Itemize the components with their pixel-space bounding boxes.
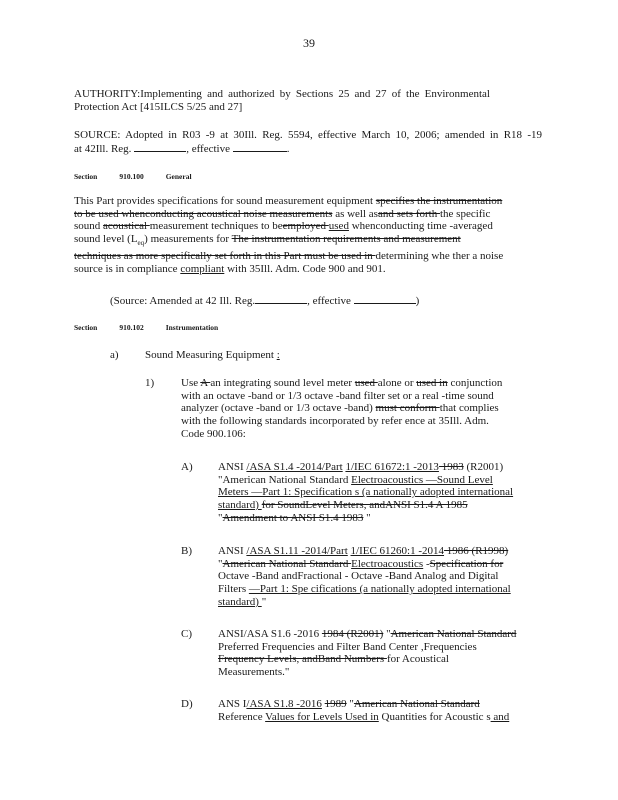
inserted-text: compliant <box>180 262 225 275</box>
page-number: 39 <box>303 36 315 50</box>
deleted-text: Amendment to ANSI S1.4 1983 <box>222 511 364 524</box>
deleted-text: American National Standard <box>222 557 352 570</box>
source-note-cont: at 42Ill. Reg. , effective . <box>74 143 290 155</box>
deleted-text: Frequency Levels, andBand Numbers <box>218 653 387 666</box>
inserted-text: /ASA S1.11 -2014/Part <box>246 545 348 557</box>
deleted-text: for SoundLevel Meters, andANSI S1.4 A 1985 <box>261 499 468 512</box>
deleted-text: specifies the instrumentation <box>375 195 503 207</box>
inserted-text: /ASA S1.8 -2016 <box>246 698 322 710</box>
std-d-label: D) <box>181 698 193 710</box>
item-a-label: a) <box>110 349 119 361</box>
std-c-text: ANSI/ASA S1.6 -2016 1984 (R2001) "American National Standard Preferred Frequencies and Filter Band Center ,Frequencies Frequency Levels, andBand Numbers for Acoustical Measurements." <box>218 628 517 679</box>
deleted-text: Specification for <box>429 557 504 570</box>
inserted-text: Electroacoustics —Sound Level <box>351 473 493 486</box>
inserted-text: Meters —Part 1: Specification s (a nationally adopted international <box>218 486 514 499</box>
section-heading-910-102: Section 910.102 Instrumentation <box>74 323 219 332</box>
deleted-text: American National Standard <box>390 628 517 640</box>
authority-note: AUTHORITY:Implementing and authorized by Sections 25 and 27 of the Environmental <box>74 88 490 100</box>
inserted-text: 1/IEC 61672:1 -2013 <box>345 461 439 473</box>
blank-field <box>354 294 416 304</box>
std-a-text: ANSI /ASA S1.4 -2014/Part 1/IEC 61672:1 -2013 1983 (R2001) "American National Standard Electroacoustics —Sound Level Meters —Part 1: Specification s (a nationally adopted international standard) for SoundLevel Meters, andANSI S1.4 A 1985 "Amendment to ANSI S1.4 1983 " <box>218 461 514 524</box>
std-b-label: B) <box>181 545 192 557</box>
inserted-text: Electroacoustics <box>351 557 424 570</box>
inserted-text: used <box>328 220 349 233</box>
blank-field <box>134 142 186 152</box>
deleted-text: American National Standard <box>353 698 480 710</box>
source-amended-note: (Source: Amended at 42 Ill. Reg. , effective ) <box>110 295 420 307</box>
inserted-text: standard) <box>218 595 262 608</box>
inserted-text: standard) <box>218 499 262 512</box>
item-1-label: 1) <box>145 377 155 389</box>
deleted-text: employed <box>282 220 329 233</box>
deleted-text: and sets forth <box>377 207 440 220</box>
inserted-text: 1/IEC 61260:1 -2014 <box>350 545 445 557</box>
deleted-text: 1983 <box>438 461 464 473</box>
deleted-text: acoustical <box>103 220 150 233</box>
deleted-text: used <box>354 377 378 389</box>
inserted-text: : <box>276 349 280 361</box>
deleted-text: used in <box>416 377 448 389</box>
authority-note-cont: Protection Act [415ILCS 5/25 and 27] <box>74 101 243 113</box>
deleted-text: The instrumentation requirements and measurement <box>231 233 461 246</box>
blank-field <box>233 142 287 152</box>
section-heading-910-100: Section 910.100 General <box>74 172 192 181</box>
inserted-text: and <box>490 710 510 723</box>
inserted-text: —Part 1: Spe cifications (a nationally adopted international <box>248 583 511 596</box>
deleted-text: must conform <box>375 402 440 415</box>
general-paragraph: This Part provides specifications for sound measurement equipment specifies the instrumentation to be used whenconducting acoustical noise measurements as well asand sets forth the specific sound acoustical measurement techniques to beemployed used whenconducting time -averaged sound level $(L_{eq})$ measurements for The instrumentation requirements and measurement techniques as more specifically set forth in this Part must be used in determining whe ther a noise source is in compliance compliant with 35Ill. Adm. Code 900 and 901. <box>74 195 504 275</box>
std-a-label: A) <box>181 461 193 473</box>
deleted-text: 1989 <box>324 698 347 710</box>
blank-field <box>255 294 307 304</box>
std-d-text: ANS I/ASA S1.8 -2016 1989 "American National Standard Reference Values for Levels Used in Quantities for Acoustic s and <box>218 698 510 723</box>
deleted-text: techniques as more specifically set forth in this Part must be used in <box>74 250 376 262</box>
source-note: SOURCE: Adopted in R03 -9 at 30Ill. Reg. 5594, effective March 10, 2006; amended in R18 -19 <box>74 129 542 141</box>
deleted-text: 1986 (R1998) <box>444 545 509 557</box>
deleted-text: to be used whenconducting acoustical noise measurements <box>74 207 333 220</box>
inserted-text: Values for Levels Used in <box>265 710 379 723</box>
std-c-label: C) <box>181 628 192 640</box>
item-1-text: Use A an integrating sound level meter used alone or used in conjunction with an octave -band or 1/3 octave -band filter set or a real -time sound analyzer (octave -band or 1/3 octave -band) must conform that complies with the following standards incorporated by refer ence at 35Ill. Adm. Code 900.106: <box>181 377 503 440</box>
inserted-text: , <box>420 640 424 653</box>
std-b-text: ANSI /ASA S1.11 -2014/Part 1/IEC 61260:1 -2014 1986 (R1998) "American National Standard Electroacoustics -Specification for Octave -Band andFractional - Octave -Band Analog and Digital Filters —Part 1: Spe cifications (a nationally adopted international standard) " <box>218 545 511 608</box>
item-a-text: Sound Measuring Equipment : <box>145 349 280 361</box>
deleted-text: A <box>200 377 211 389</box>
deleted-text: 1984 (R2001) <box>321 628 384 640</box>
inserted-text: /ASA S1.4 -2014/Part <box>246 461 343 473</box>
